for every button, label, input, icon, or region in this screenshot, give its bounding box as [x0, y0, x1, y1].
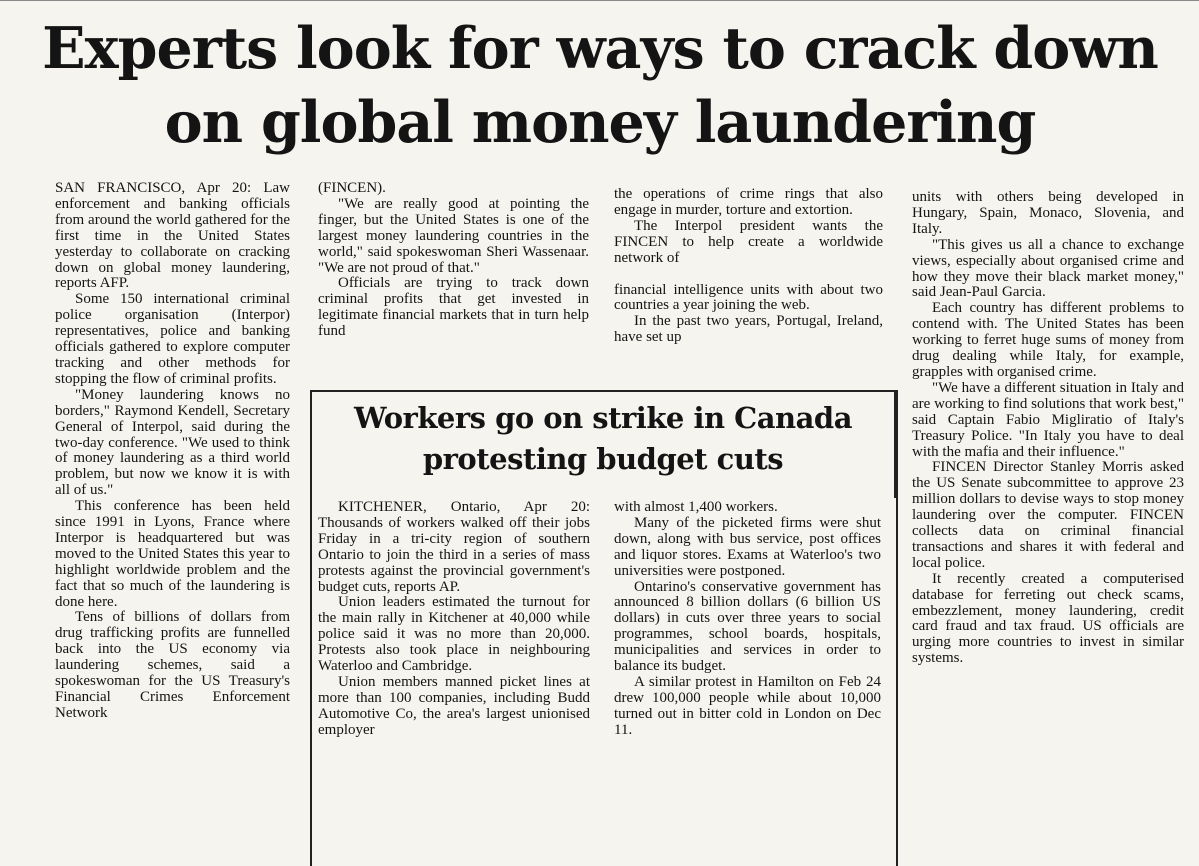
paragraph: Many of the picketed firms were shut down, along with bus service, post offices and liquor stores. Exams at Waterloo's two universities were postponed. — [614, 514, 881, 579]
main-story-column-4 — [912, 190, 1184, 667]
paragraph: It recently created a computerised database for ferreting out check scams, embezzlement, money laundering, credit card fraud and tax fraud. US officials are urging more countries to invest in similar systems. — [912, 570, 1184, 667]
paragraph: Each country has different problems to contend with. The United States has been working to ferret huge sums of money from drug dealing while Italy, for example, grapples with organised crime. — [912, 300, 1184, 380]
paragraph: Union leaders estimated the turnout for the main rally in Kitchener at 40,000 while police said it was no more than 20,000. Protests also took place in neighbouring Waterloo and Cambridge. — [318, 594, 590, 675]
clipping-top-edge — [0, 0, 1199, 7]
boxed-story-column-1 — [318, 500, 590, 739]
paragraph: "We are really good at pointing the finger, but the United States is one of the largest money laundering countries in the world," said spokeswoman Sheri Wassenaar. "We are not proud of that." — [318, 195, 589, 276]
box-right-rule — [896, 390, 898, 866]
paragraph: Ontarino's conservative government has announced 8 billion dollars (6 billion US dollars) in cuts over three years to social programmes, school boards, hospitals, municipalities and services in order to balance its budget. — [614, 578, 881, 675]
paragraph: SAN FRANCISCO, Apr 20: Law enforcement and banking officials from around the world gathered for the first time in the United States yesterday to collaborate on cracking down on global money laundering, reports AFP. — [55, 180, 290, 292]
paragraph: "We have a different situation in Italy and are working to find solutions that work best," said Captain Fabio Migliratio of Italy's Treasury Police. "In Italy you have to deal with the mafia and their influence." — [912, 379, 1184, 460]
boxed-story-column-2 — [614, 500, 881, 739]
boxed-story-header — [310, 390, 896, 498]
main-headline: Experts look for ways to crack down on global money laundering — [42, 15, 1158, 156]
main-story-column-2 — [318, 181, 589, 340]
paragraph: Union members manned picket lines at more than 100 companies, including Budd Automotive Co, the area's largest unionised employer — [318, 673, 590, 738]
main-story-column-1 — [55, 181, 290, 722]
paragraph: (FINCEN). — [318, 180, 386, 196]
paragraph: with almost 1,400 workers. — [614, 499, 778, 515]
paragraph: the operations of crime rings that also engage in murder, torture and extortion. — [614, 186, 883, 218]
paragraph: Officials are trying to track down criminal profits that get invested in legitimate financial markets that in turn help fund — [318, 275, 589, 340]
paragraph: "Money laundering knows no borders," Raymond Kendell, Secretary General of Interpol, said during the two-day conference. "We used to think of money laundering as a third world problem, but now we know it is with all of us." — [55, 386, 290, 499]
paragraph: KITCHENER, Ontario, Apr 20: Thousands of workers walked off their jobs Friday in a tri-city region of southern Ontario to join the third in a series of mass protests against the provincial government's budget cuts, reports AP. — [318, 499, 590, 595]
main-story-column-3 — [614, 187, 883, 346]
paragraph: In the past two years, Portugal, Ireland, have set up — [614, 313, 883, 346]
paragraph: Some 150 international criminal police organisation (Interpor) representatives, police and banking officials gathered to explore computer tracking and other methods for stopping the flow of criminal profits. — [55, 291, 290, 387]
paragraph: A similar protest in Hamilton on Feb 24 drew 100,000 people while about 10,000 turned out in bitter cold in London on Dec 11. — [614, 673, 881, 738]
paragraph: The Interpol president wants the FINCEN to help create a worldwide network of — [614, 217, 883, 266]
paragraph: This conference has been held since 1991 in Lyons, France where Interpor is headquartered but was moved to the United States this year to highlight worldwide problem and the fact that so much of the laundering is done here. — [55, 498, 290, 610]
column-gap — [614, 267, 883, 283]
box-left-rule — [310, 498, 312, 866]
paragraph: units with others being developed in Hungary, Spain, Monaco, Slovenia, and Italy. — [912, 189, 1184, 237]
paragraph: Tens of billions of dollars from drug trafficking profits are funnelled back into the US economy via laundering schemes, said a spokeswoman for the US Treasury's Financial Crimes Enforcement Network — [55, 609, 290, 721]
boxed-story-headline: Workers go on strike in Canada protesting budget cuts — [354, 401, 852, 476]
paragraph: financial intelligence units with about two countries a year joining the web. — [614, 281, 883, 314]
paragraph: FINCEN Director Stanley Morris asked the US Senate subcommittee to approve 23 million dollars to devise ways to stop money laundering over the computer. FINCEN collects data on criminal financial transactions and shares it with federal and local police. — [912, 459, 1184, 571]
paragraph: "This gives us all a chance to exchange views, especially about organised crime and how they move their black market money," said Jean-Paul Garcia. — [912, 236, 1184, 301]
